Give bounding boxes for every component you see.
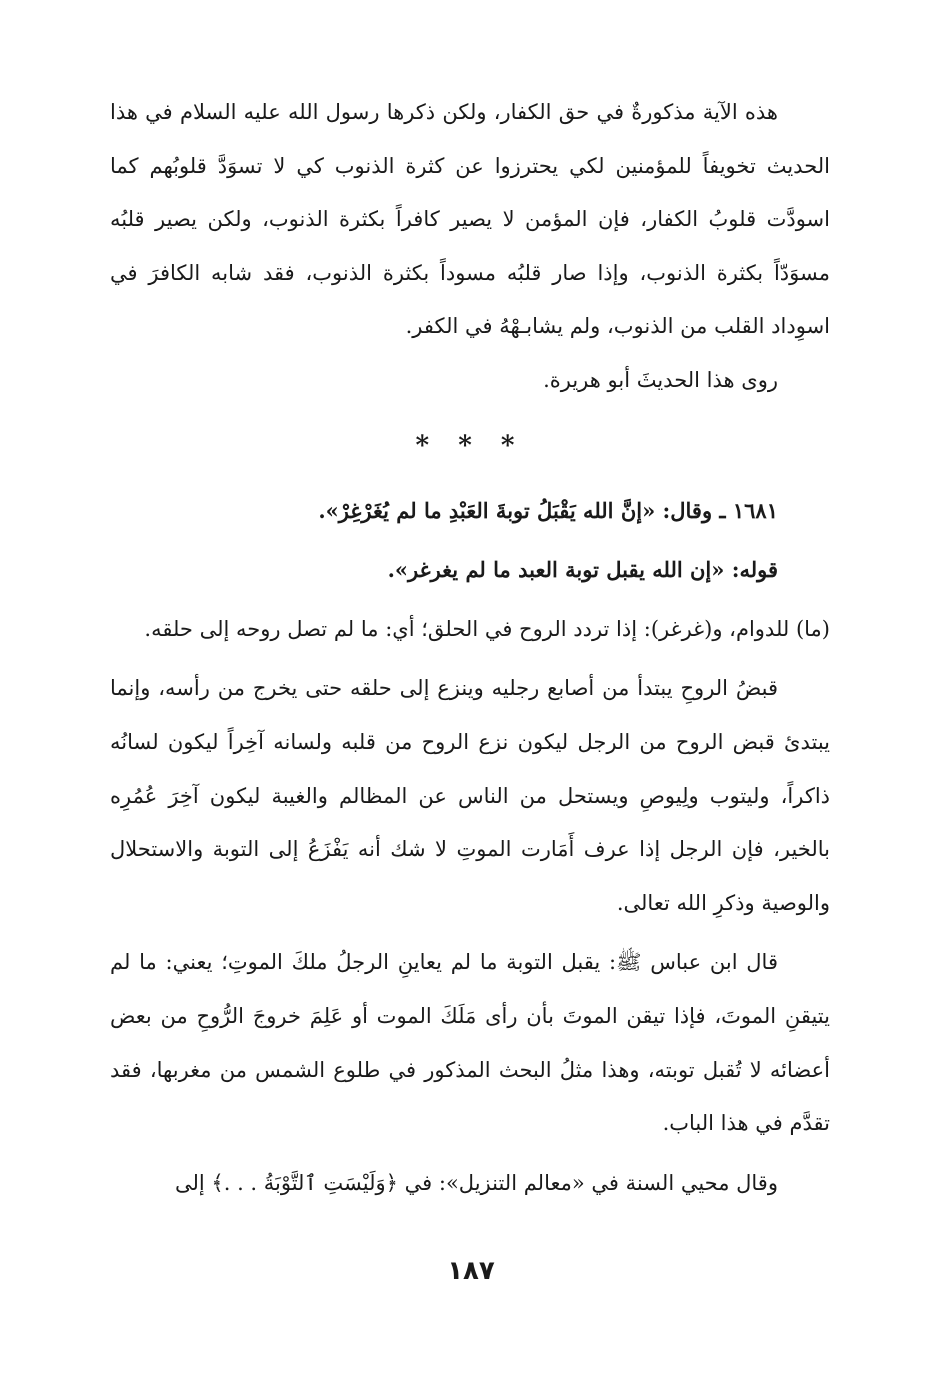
paragraph-soul-extraction: قبضُ الروحِ يبتدأ من أصابع رجليه وينزع إلى حلقه حتى يخرج من رأسه، وإنما يبتدئ قبض الروح من الرجل ليكون نزع الروح من قلبه ولسانه آخِراً ليكون لسانُه ذاكراً، وليتوب ولِيوصِ ويستحل من الناس عن المظالم والغيبة ليكون آخِرَ عُمُرِه بالخير، فإن الرجل إذا عرف أَمَارت الموتِ لا شك أنه يَفْزَعُ إلى التوبة والاستحلال والوصية وذكرِ الله تعالى. xyxy=(110,676,830,915)
paragraph-verse-commentary: هذه الآية مذكورةٌ في حق الكفار، ولكن ذكرها رسول الله عليه السلام في هذا الحديث تخويفاً للمؤمنين لكي يحترزوا عن كثرة الذنوب كي لا تسوَدَّ قلوبُهم كما اسودَّت قلوبُ الكفار، فإن المؤمن لا يصير كافراً بكثرة الذنوب، ولكن يصير قلبُه مسوَدّاً بكثرة الذنوب، وإذا صار قلبُه مسوداً بكثرة الذنوب، فقد شابه الكافرَ في اسوِداد القلب من الذنوب، ولم يشابـهْهُ في الكفر. xyxy=(110,100,830,339)
hadith-1681: ١٦٨١ ـ وقال: «إنَّ الله يَقْبَلُ توبةَ العَبْدِ ما لم يُغَرْغِرْ». xyxy=(318,497,778,523)
paragraph-ibn-abbas: قال ابن عباس ﷺ: يقبل التوبة ما لم يعاينِ الرجلُ ملكَ الموتِ؛ يعني: ما لم يتيقنِ الموتَ، فإذا تيقن الموتَ بأن رأى مَلَكَ الموت أو عَلِمَ خروجَ الرُّوحِ من بعض أعضائه لا تُقبل توبته، وهذا مثلُ البحث المذكور في طلوع الشمس من مغربها، فقد تقدَّم في هذا الباب. xyxy=(110,950,830,1136)
hadith-quote-heading: قوله: «إن الله يقبل توبة العبد ما لم يغرغر». xyxy=(387,557,778,583)
section-divider: * * * xyxy=(415,430,525,461)
paragraph-gharghara-definition: (ما) للدوام، و(غرغر): إذا تردد الروح في الحلق؛ أي: ما لم تصل روحه إلى حلقه. xyxy=(144,616,830,641)
paragraph-muhyi-al-sunnah: وقال محيي السنة في «معالم التنزيل»: في ﴿وَلَيْسَتِ ٱلتَّوْبَةُ . . .﴾ إلى xyxy=(175,1170,778,1195)
paragraph-narrator: روى هذا الحديثَ أبو هريرة. xyxy=(543,367,778,392)
page-number: ١٨٧ xyxy=(447,1256,495,1286)
page-text xyxy=(110,86,830,1210)
